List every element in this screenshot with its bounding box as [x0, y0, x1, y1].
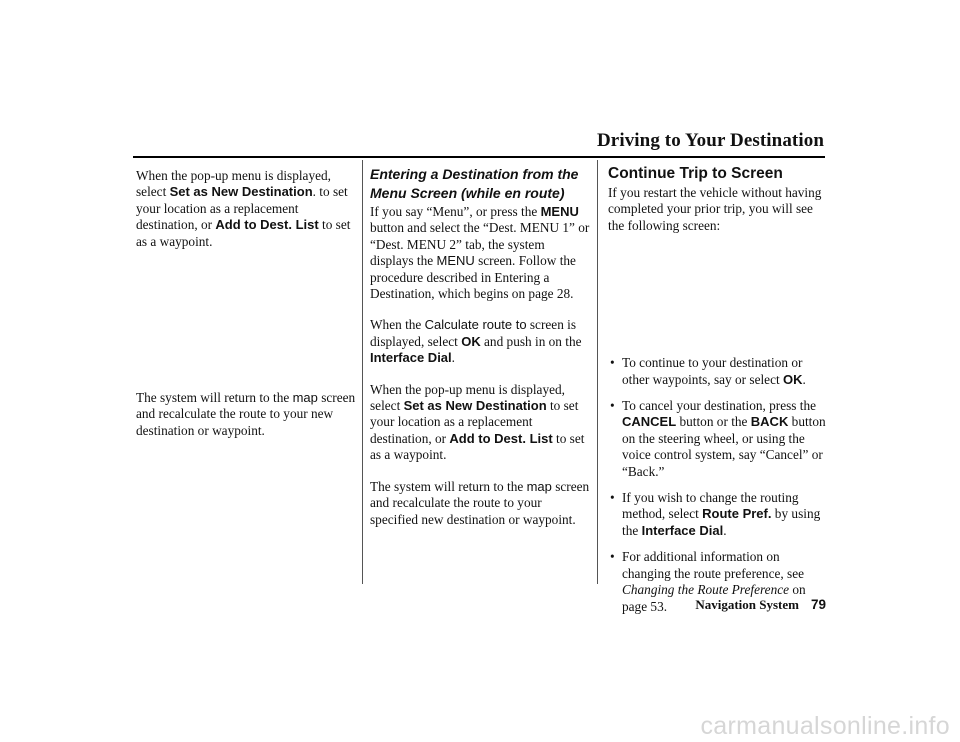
footer-section-name: Navigation System [695, 597, 799, 612]
menu-option-set-as-new-destination: Set as New Destination [403, 398, 547, 414]
screen-name-map: map [526, 478, 552, 494]
menu-option-add-to-dest-list: Add to Dest. List [449, 430, 553, 446]
list-item: • For additional information on changing the route preference, see Changing the Route Preference on page 53. [608, 549, 828, 615]
menu-option-set-as-new-destination: Set as New Destination [169, 184, 313, 200]
control-interface-dial: Interface Dial [370, 350, 452, 366]
list-item: • If you wish to change the routing method, select Route Pref. by using the Interface Dial. [608, 490, 828, 539]
paragraph: When the Calculate route to screen is displayed, select OK and push in on the Interface Dial. [370, 317, 582, 366]
option-ok: OK [783, 371, 803, 387]
list-item: • To continue to your destination or other waypoints, say or select OK. [608, 355, 828, 388]
column-1 [136, 168, 356, 439]
paragraph: The system will return to the map screen and recalculate the route to your new destination or waypoint. [136, 390, 356, 438]
list-item: • To cancel your destination, press the CANCEL button or the BACK button on the steering wheel, or using the voice control system, say “Cancel” or “Back.” [608, 398, 828, 480]
button-name-back: BACK [750, 414, 789, 430]
screen-name-menu: MENU [436, 253, 475, 269]
paragraph: When the pop-up menu is displayed, select Set as New Destination. to set your location as a replacement destination, or Add to Dest. List to set as a waypoint. [136, 168, 351, 249]
page-footer [695, 597, 826, 613]
button-name-cancel: CANCEL [622, 414, 677, 430]
paragraph: When the pop-up menu is displayed, select Set as New Destination to set your location as a replacement destination, or Add to Dest. List to set as a waypoint. [370, 381, 585, 463]
page-title: Driving to Your Destination [596, 130, 824, 151]
paragraph: If you say “Menu”, or press the MENU button and select the “Dest. MENU 1” or “Dest. MENU 2” tab, the system displays the MENU screen. Follow the procedure described in Entering a Destination, which begins on page 28. [370, 204, 590, 302]
screen-name-map: map [292, 390, 318, 406]
screen-name-calculate-route: Calculate route to [424, 317, 527, 333]
cross-reference: Changing the Route Preference [622, 582, 790, 598]
option-ok: OK [461, 333, 481, 349]
column-3 [608, 165, 828, 625]
page-number: 79 [810, 597, 826, 612]
column-divider-1 [362, 160, 363, 584]
column-divider-2 [597, 160, 598, 584]
header-rule [133, 156, 825, 158]
section-heading: Entering a Destination from the Menu Screen (while en route) [370, 166, 579, 201]
button-name-menu: MENU [540, 204, 579, 219]
watermark: carmanualsonline.info [700, 712, 950, 740]
option-route-pref: Route Pref. [702, 506, 772, 522]
column-2 [370, 165, 590, 528]
paragraph: If you restart the vehicle without having completed your prior trip, you will see the following screen: [608, 185, 822, 233]
paragraph: The system will return to the map screen and recalculate the route to your specified new destination or waypoint. [370, 478, 590, 527]
control-interface-dial: Interface Dial [641, 522, 724, 538]
section-heading: Continue Trip to Screen [608, 165, 783, 182]
menu-option-add-to-dest-list: Add to Dest. List [215, 217, 319, 233]
bullet-list [608, 355, 828, 615]
